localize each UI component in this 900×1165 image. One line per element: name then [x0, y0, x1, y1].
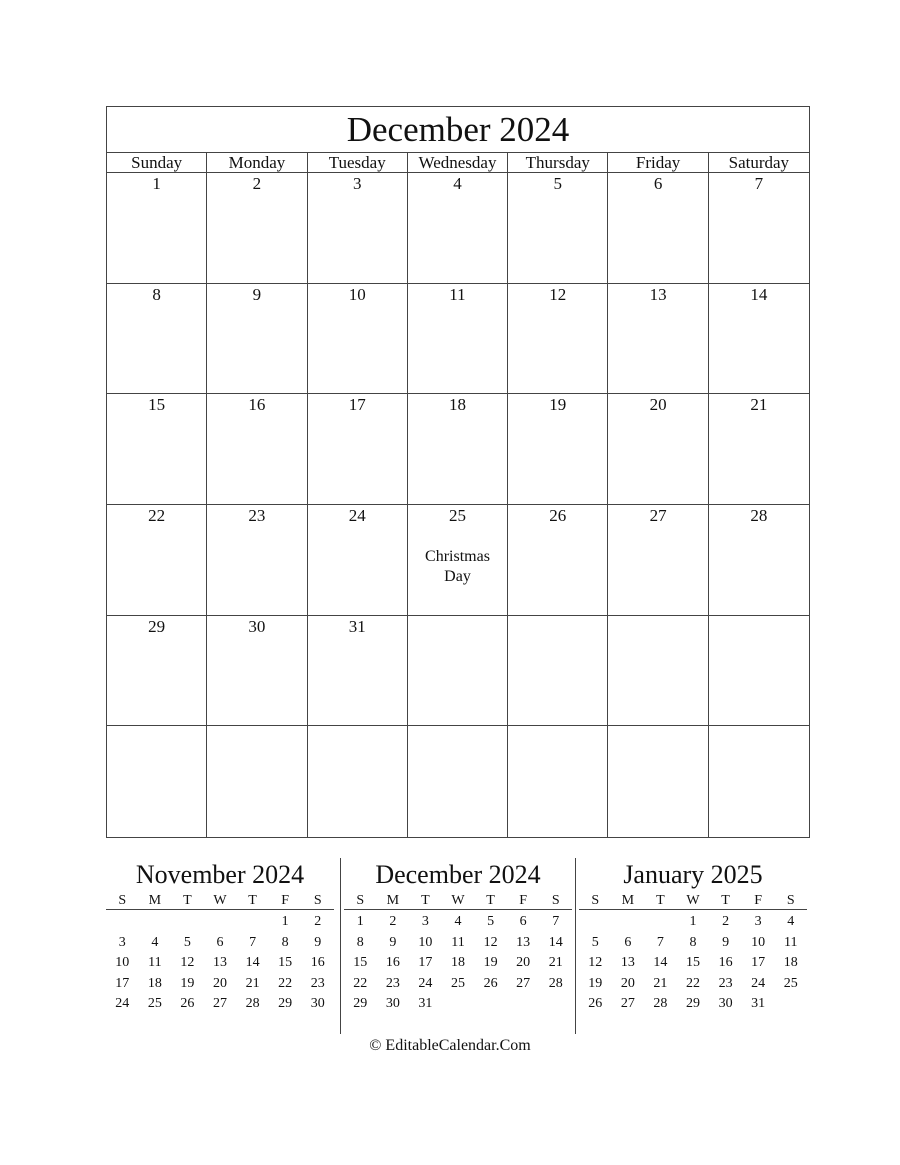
mini-weekday: T	[486, 893, 495, 908]
weekday-header: Friday	[608, 153, 708, 172]
mini-day: 24	[418, 975, 433, 991]
day-number: 31	[348, 616, 366, 636]
mini-day	[171, 912, 204, 933]
day-number: 17	[348, 395, 366, 415]
mini-day: 12	[180, 955, 195, 970]
mini-day: 18	[783, 955, 798, 970]
day-number: 20	[649, 395, 667, 415]
mini-day: 13	[212, 955, 227, 970]
day-number: 27	[649, 505, 667, 525]
day-number: 23	[248, 505, 266, 525]
holiday-label: Christmas Day	[425, 547, 490, 585]
mini-day: 15	[353, 955, 368, 970]
day-number	[608, 617, 707, 639]
mini-day	[774, 994, 807, 1015]
day-number: 7	[754, 174, 764, 193]
day-number	[408, 617, 507, 639]
mini-day	[236, 912, 269, 933]
weekday-header: Tuesday	[308, 153, 408, 172]
day-number: 13	[649, 284, 667, 304]
mini-day: 25	[450, 975, 465, 991]
mini-day: 5	[183, 934, 191, 950]
day-cell[interactable]	[308, 173, 408, 284]
mini-day: 13	[516, 934, 531, 950]
day-cell[interactable]	[308, 726, 408, 837]
mini-day: 30	[310, 996, 325, 1011]
mini-weekday: W	[213, 893, 227, 908]
mini-day: 14	[653, 955, 668, 970]
mini-day: 1	[281, 914, 289, 929]
mini-day	[507, 994, 540, 1015]
mini-weekday-row	[579, 892, 807, 910]
mini-day: 31	[751, 996, 766, 1011]
mini-weekday: T	[721, 893, 730, 908]
day-number: 26	[549, 505, 567, 525]
day-cell[interactable]	[107, 394, 207, 505]
day-number	[709, 727, 809, 749]
day-cell[interactable]	[608, 284, 708, 395]
mini-day: 26	[588, 996, 603, 1011]
day-cell[interactable]	[408, 505, 508, 616]
day-cell[interactable]	[608, 616, 708, 727]
mini-day	[539, 994, 572, 1015]
mini-day: 1	[356, 914, 364, 929]
mini-day: 6	[624, 934, 632, 950]
mini-day: 17	[418, 955, 433, 970]
mini-day: 22	[278, 975, 293, 991]
day-number: 8	[152, 284, 161, 304]
day-cell[interactable]	[207, 726, 307, 837]
mini-day: 3	[118, 934, 126, 950]
mini-weekday: T	[421, 893, 430, 908]
day-cell[interactable]	[408, 173, 508, 284]
day-cell[interactable]	[107, 505, 207, 616]
mini-day	[139, 912, 172, 933]
day-number	[608, 727, 707, 749]
mini-day: 26	[483, 975, 498, 991]
mini-day: 17	[751, 955, 766, 970]
mini-day: 21	[245, 975, 260, 991]
mini-day: 6	[519, 914, 527, 929]
mini-weekday: F	[519, 893, 528, 908]
day-number: 3	[352, 174, 362, 193]
mini-day: 10	[115, 955, 130, 970]
mini-day: 9	[314, 934, 322, 950]
day-number: 28	[750, 505, 768, 525]
mini-day: 23	[310, 975, 325, 991]
mini-day: 5	[591, 934, 599, 950]
mini-day: 7	[656, 934, 664, 950]
day-number: 9	[252, 284, 262, 304]
mini-calendar-title: January 2025	[623, 860, 763, 889]
day-cell[interactable]	[709, 284, 809, 395]
mini-day: 12	[588, 955, 603, 970]
day-cell[interactable]	[608, 726, 708, 837]
mini-divider	[340, 858, 341, 1034]
mini-day: 29	[685, 996, 700, 1011]
mini-weekday: S	[356, 893, 365, 908]
day-cell[interactable]	[508, 505, 608, 616]
day-number	[207, 727, 306, 749]
mini-day: 19	[483, 955, 498, 970]
mini-day: 22	[353, 975, 368, 991]
mini-weekday-row	[344, 892, 572, 910]
day-cell[interactable]	[207, 284, 307, 395]
mini-weekday: F	[281, 893, 290, 908]
day-number: 10	[348, 284, 366, 304]
weekday-header-row	[107, 153, 809, 173]
day-cell[interactable]	[408, 616, 508, 727]
day-number: 1	[152, 174, 161, 193]
mini-day: 19	[588, 975, 603, 991]
day-number	[508, 727, 607, 749]
day-number: 22	[148, 505, 166, 525]
day-number: 24	[348, 505, 366, 525]
mini-day: 26	[180, 996, 195, 1011]
mini-day: 20	[516, 955, 531, 970]
mini-day	[204, 912, 237, 933]
day-number	[107, 727, 206, 749]
mini-day: 14	[245, 955, 260, 970]
mini-day-grid	[344, 912, 572, 1015]
day-number: 19	[549, 395, 567, 415]
weekday-header: Saturday	[728, 153, 790, 172]
mini-day: 2	[389, 914, 397, 929]
mini-day: 5	[487, 914, 495, 929]
mini-calendar-title: December 2024	[375, 860, 541, 889]
mini-day: 16	[310, 955, 325, 970]
day-number: 6	[653, 174, 663, 193]
mini-day: 20	[212, 975, 227, 991]
mini-day: 31	[418, 996, 433, 1011]
mini-day: 22	[685, 975, 700, 991]
mini-day: 28	[653, 996, 668, 1011]
day-cell[interactable]	[508, 173, 608, 284]
day-cell[interactable]	[408, 394, 508, 505]
weekday-header: Monday	[207, 153, 307, 172]
mini-day	[579, 912, 612, 933]
mini-day: 8	[356, 934, 364, 950]
mini-day: 1	[689, 914, 697, 929]
calendar-title: December 2024	[107, 107, 809, 153]
mini-day: 8	[689, 934, 697, 950]
day-cell[interactable]	[608, 505, 708, 616]
mini-day: 3	[754, 914, 762, 929]
day-number: 11	[449, 284, 466, 304]
day-number: 29	[148, 616, 166, 636]
mini-day: 16	[385, 955, 400, 970]
mini-calendar-january	[579, 858, 807, 1015]
mini-day: 18	[450, 955, 465, 970]
mini-day: 9	[722, 934, 730, 950]
day-number: 15	[148, 395, 166, 415]
mini-day: 27	[212, 996, 227, 1011]
mini-day: 20	[620, 975, 635, 991]
mini-day: 4	[151, 934, 159, 950]
mini-day-grid	[106, 912, 334, 1015]
mini-weekday: M	[621, 893, 635, 908]
day-cell[interactable]	[207, 173, 307, 284]
mini-day: 24	[115, 996, 130, 1011]
day-cell[interactable]	[408, 726, 508, 837]
mini-calendars	[106, 858, 810, 1034]
mini-day	[442, 994, 475, 1015]
mini-weekday: T	[183, 893, 192, 908]
mini-day: 24	[751, 975, 766, 991]
day-number: 25	[448, 505, 466, 525]
mini-weekday-row	[106, 892, 334, 910]
day-cell[interactable]	[709, 726, 809, 837]
weekday-header: Wednesday	[408, 153, 508, 172]
mini-weekday: S	[551, 893, 560, 908]
day-cell[interactable]	[207, 616, 307, 727]
mini-day: 7	[552, 914, 560, 929]
day-number	[508, 617, 607, 639]
day-number: 5	[553, 174, 563, 193]
day-number: 2	[252, 174, 262, 193]
mini-day: 7	[249, 934, 257, 950]
day-cell[interactable]	[207, 394, 307, 505]
mini-day: 12	[483, 934, 498, 950]
mini-day: 27	[620, 996, 635, 1011]
mini-day: 10	[751, 934, 766, 950]
day-number	[308, 727, 407, 749]
weekday-header: Thursday	[508, 153, 608, 172]
mini-day: 13	[620, 955, 635, 970]
mini-day: 17	[115, 975, 130, 991]
calendar-grid	[107, 173, 809, 837]
mini-day: 30	[718, 996, 733, 1011]
mini-day: 28	[245, 996, 260, 1011]
main-calendar	[106, 106, 810, 838]
mini-day: 11	[148, 955, 162, 970]
mini-day: 25	[147, 996, 162, 1011]
mini-weekday: S	[591, 893, 600, 908]
mini-day: 6	[216, 934, 224, 950]
day-cell[interactable]	[308, 394, 408, 505]
mini-day: 27	[516, 975, 531, 991]
weekday-header: Sunday	[107, 153, 207, 172]
day-cell[interactable]	[107, 726, 207, 837]
mini-day: 28	[548, 975, 563, 991]
day-cell[interactable]	[508, 726, 608, 837]
day-cell[interactable]	[709, 505, 809, 616]
mini-day	[644, 912, 677, 933]
day-cell[interactable]	[308, 616, 408, 727]
mini-day: 15	[685, 955, 700, 970]
day-cell[interactable]	[107, 284, 207, 395]
mini-day	[106, 912, 139, 933]
day-number: 12	[549, 284, 567, 304]
mini-weekday: T	[656, 893, 665, 908]
day-cell[interactable]	[709, 173, 809, 284]
mini-day: 9	[389, 934, 397, 950]
mini-day: 16	[718, 955, 733, 970]
day-number: 14	[750, 284, 768, 304]
day-number: 21	[750, 395, 768, 415]
mini-day: 15	[278, 955, 293, 970]
footer-copyright: © EditableCalendar.Com	[369, 1037, 531, 1054]
day-number	[408, 727, 507, 749]
mini-day: 2	[314, 914, 322, 929]
day-number: 18	[448, 395, 466, 415]
mini-weekday: S	[118, 893, 127, 908]
day-cell[interactable]	[709, 394, 809, 505]
mini-day-grid	[579, 912, 807, 1015]
mini-weekday: M	[386, 893, 400, 908]
mini-calendar-title: November 2024	[135, 860, 305, 889]
mini-weekday: T	[248, 893, 257, 908]
mini-weekday: S	[786, 893, 795, 908]
day-number: 16	[248, 395, 266, 415]
mini-weekday: F	[754, 893, 763, 908]
day-number: 4	[453, 174, 462, 193]
day-cell[interactable]	[508, 616, 608, 727]
mini-day: 8	[281, 934, 289, 950]
day-number: 30	[248, 616, 266, 636]
mini-day: 18	[147, 975, 162, 991]
day-number	[709, 617, 809, 639]
mini-day: 3	[421, 914, 429, 929]
mini-calendar-november	[106, 858, 334, 1015]
mini-weekday: W	[686, 893, 700, 908]
mini-day: 21	[653, 975, 668, 991]
mini-day: 2	[722, 914, 730, 929]
mini-weekday: S	[313, 893, 322, 908]
mini-day: 10	[418, 934, 433, 950]
mini-day: 29	[353, 996, 368, 1011]
day-cell[interactable]	[207, 505, 307, 616]
day-cell[interactable]	[709, 616, 809, 727]
mini-day: 4	[454, 914, 462, 929]
mini-day: 14	[548, 934, 563, 950]
day-cell[interactable]	[608, 173, 708, 284]
day-cell[interactable]	[107, 616, 207, 727]
mini-day: 29	[278, 996, 293, 1011]
mini-day: 21	[548, 955, 563, 970]
mini-day: 25	[783, 975, 798, 991]
day-cell[interactable]	[608, 394, 708, 505]
mini-day: 11	[783, 934, 798, 950]
mini-day	[612, 912, 645, 933]
mini-day	[474, 994, 507, 1015]
day-cell[interactable]	[107, 173, 207, 284]
day-cell[interactable]	[508, 284, 608, 395]
mini-weekday: W	[451, 893, 465, 908]
mini-day: 11	[451, 934, 465, 950]
mini-day: 4	[787, 914, 795, 929]
mini-calendar-december	[344, 858, 572, 1015]
mini-day: 23	[718, 975, 733, 991]
mini-day: 30	[385, 996, 400, 1011]
mini-day: 19	[180, 975, 195, 991]
day-cell[interactable]	[408, 284, 508, 395]
day-cell[interactable]	[308, 284, 408, 395]
mini-day: 23	[385, 975, 400, 991]
day-cell[interactable]	[308, 505, 408, 616]
mini-divider	[575, 858, 576, 1034]
mini-weekday: M	[148, 893, 162, 908]
day-cell[interactable]	[508, 394, 608, 505]
